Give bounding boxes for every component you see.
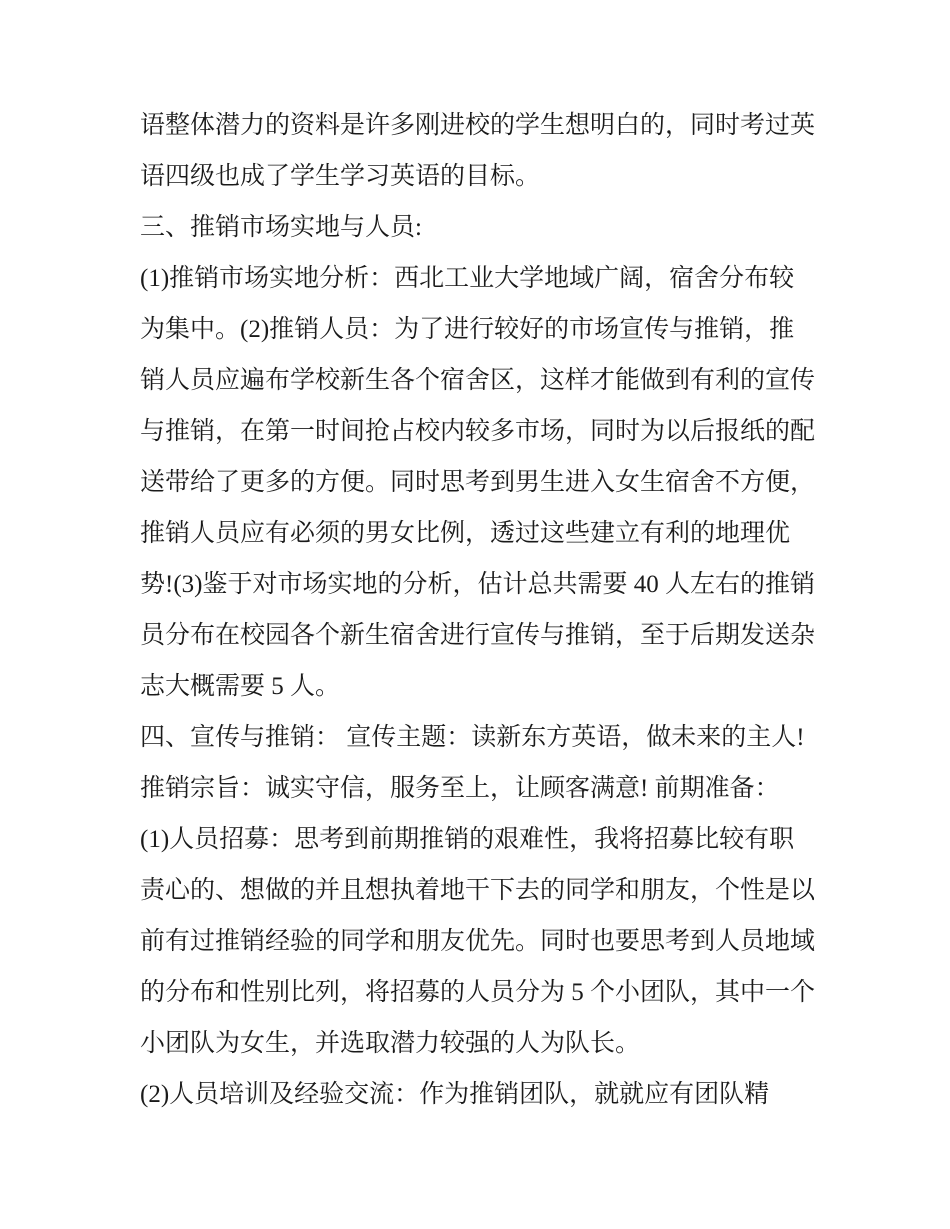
text-line: 语整体潜力的资料是许多刚进校的学生想明白的，同时考过英: [140, 112, 816, 139]
text-line: 为集中。(2)推销人员：为了进行较好的市场宣传与推销，推: [140, 316, 795, 343]
text-line: 语四级也成了学生学习英语的目标。: [140, 163, 541, 190]
text-line: 与推销，在第一时间抢占校内较多市场，同时为以后报纸的配: [140, 418, 816, 445]
text-line: 势!(3)鉴于对市场实地的分析，估计总共需要 40 人左右的推销: [140, 571, 815, 598]
text-line: 的分布和性别比列，将招募的人员分为 5 个小团队，其中一个: [140, 979, 816, 1006]
text-line: 志大概需要 5 人。: [140, 673, 341, 700]
text-line-section-heading: 三、推销市场实地与人员:: [140, 214, 422, 241]
text-line: 小团队为女生，并选取潜力较强的人为队长。: [140, 1030, 641, 1057]
text-line: 前有过推销经验的同学和朋友优先。同时也要思考到人员地域: [140, 928, 816, 955]
text-line: (1)人员招募：思考到前期推销的艰难性，我将招募比较有职: [140, 826, 795, 853]
text-line: 推销宗旨：诚实守信，服务至上，让顾客满意! 前期准备：: [140, 775, 780, 802]
text-line: 推销人员应有必须的男女比例，透过这些建立有利的地理优: [140, 520, 791, 547]
text-line: (2)人员培训及经验交流：作为推销团队，就就应有团队精: [140, 1081, 770, 1108]
text-line: 责心的、想做的并且想执着地干下去的同学和朋友，个性是以: [140, 877, 816, 904]
text-line: (1)推销市场实地分析：西北工业大学地域广阔，宿舍分布较: [140, 265, 795, 292]
text-line: 送带给了更多的方便。同时思考到男生进入女生宿舍不方便，: [140, 469, 816, 496]
document-text-block: [140, 100, 840, 1120]
text-line: 员分布在校园各个新生宿舍进行宣传与推销，至于后期发送杂: [140, 622, 816, 649]
text-line: 销人员应遍布学校新生各个宿舍区，这样才能做到有利的宣传: [140, 367, 816, 394]
text-line-section-heading: 四、宣传与推销： 宣传主题：读新东方英语，做未来的主人!: [140, 724, 805, 751]
